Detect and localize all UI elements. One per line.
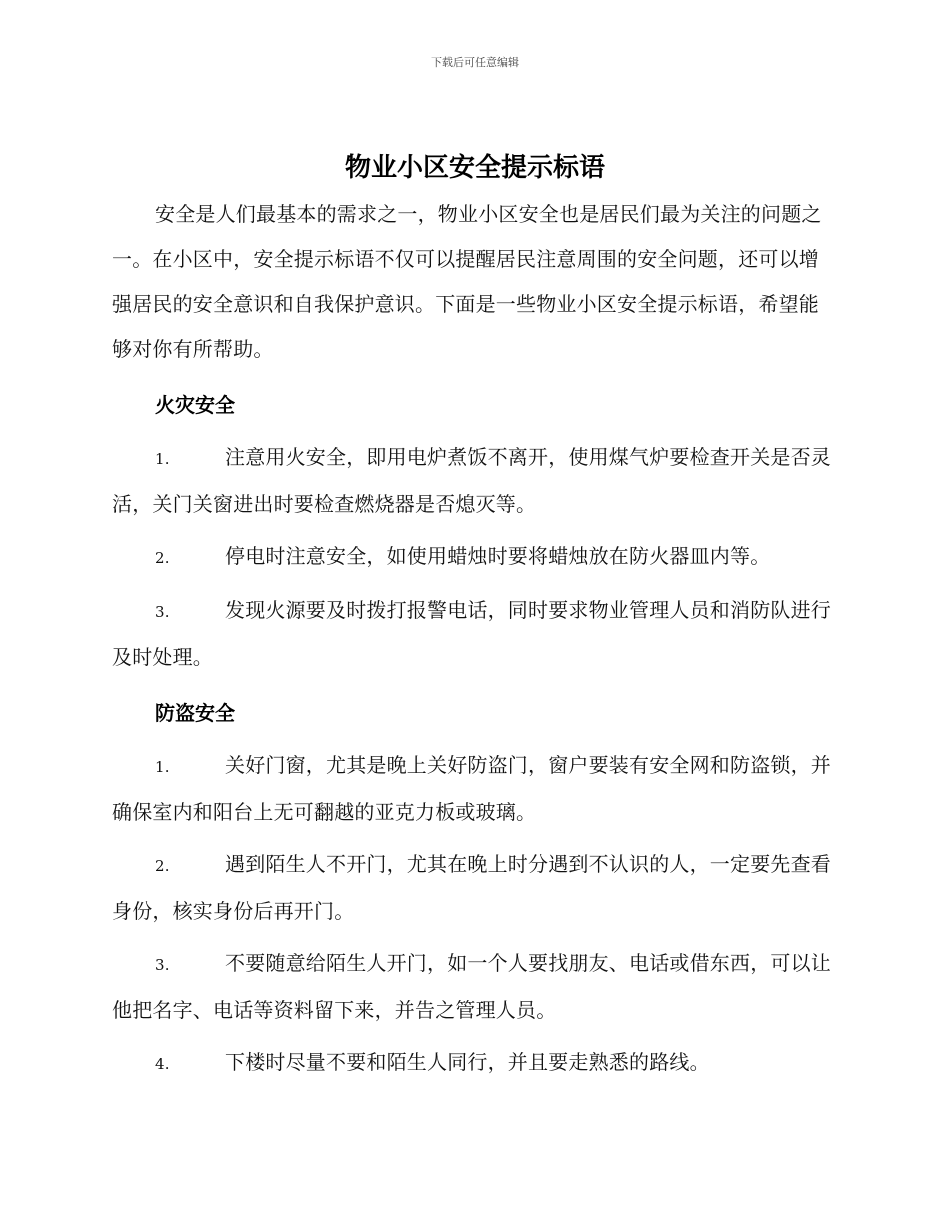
list-number: 1. [155,450,170,468]
list-number: 4. [155,1055,170,1073]
list-item-text: 停电时注意安全，如使用蜡烛时要将蜡烛放在防火器皿内等。 [225,544,771,568]
intro-paragraph: 安全是人们最基本的需求之一，物业小区安全也是居民们最为关注的问题之一。在小区中，安全提示标语不仅可以提醒居民注意周围的安全问题，还可以增强居民的安全意识和自我保护意识。下面是一些物业小区安全提示标语，希望能够对你有所帮助。 [112,202,822,361]
list-item [112,588,838,680]
list-item [112,842,838,934]
list-item-text: 关好门窗，尤其是晚上关好防盗门，窗户要装有安全网和防盗锁，并确保室内和阳台上无可翻越的亚克力板或玻璃。 [112,753,831,824]
list-item [112,534,838,581]
list-item-text: 不要随意给陌生人开门，如一个人要找朋友、电话或借东西，可以让他把名字、电话等资料留下来，并告之管理人员。 [112,951,831,1022]
list-item-text: 注意用火安全，即用电炉煮饭不离开，使用煤气炉要检查开关是否灵活，关门关窗进出时要检查燃烧器是否熄灭等。 [112,445,831,516]
section-heading-theft: 防盗安全 [155,701,235,725]
header-note: 下载后可任意编辑 [431,56,519,69]
list-number: 2. [155,549,170,567]
document-title: 物业小区安全提示标语 [344,153,605,183]
list-number: 3. [155,956,170,974]
list-item [112,435,838,527]
section-heading-fire: 火灾安全 [155,393,235,417]
list-item [112,743,838,835]
list-number: 1. [155,758,170,776]
list-item-text: 遇到陌生人不开门，尤其在晚上时分遇到不认识的人，一定要先查看身份，核实身份后再开门。 [112,852,831,923]
document-body [112,148,838,1087]
list-item [112,1040,838,1087]
list-number: 3. [155,603,170,621]
list-item [112,941,838,1033]
list-item-text: 发现火源要及时拨打报警电话，同时要求物业管理人员和消防队进行及时处理。 [112,598,831,669]
list-number: 2. [155,857,170,875]
list-item-text: 下楼时尽量不要和陌生人同行，并且要走熟悉的路线。 [225,1050,710,1074]
